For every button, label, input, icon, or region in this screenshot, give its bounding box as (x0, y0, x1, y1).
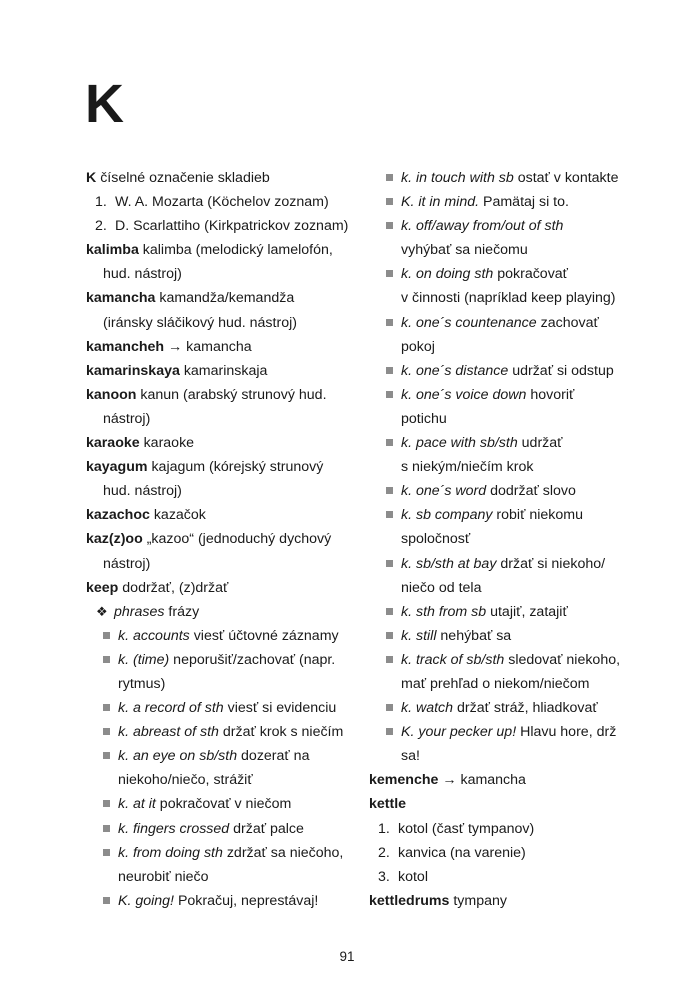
phrase-item (369, 479, 637, 503)
definition: tympany (449, 892, 507, 909)
square-bullet-icon (103, 800, 110, 807)
phrase: k. at it (118, 796, 156, 813)
phrase: k. track of sb/sth (401, 651, 505, 668)
phrase-translation: Pokračuj, neprestávaj! (174, 892, 319, 909)
phrase: k. one´s distance (401, 362, 509, 379)
phrase-translation: držať si niekoho/ (496, 555, 606, 572)
phrase-item (369, 624, 637, 648)
headword: karaoke (86, 435, 140, 452)
phrase-translation: pokračovať (493, 266, 569, 283)
square-bullet-icon (386, 560, 393, 567)
square-bullet-icon (386, 704, 393, 711)
definition: „kazoo“ (jednoduchý dychový (142, 531, 332, 548)
entry-kazoo (86, 527, 358, 551)
phrase-translation: utajiť, zatajiť (486, 603, 568, 620)
phrase: k. one´s voice down (401, 386, 527, 403)
phrase: k. sb/sth at bay (401, 555, 497, 572)
phrases-label: phrases (114, 603, 165, 620)
left-column (86, 166, 358, 913)
numbered-item (86, 190, 358, 214)
phrase-translation: viesť účtovné záznamy (189, 627, 339, 644)
right-column (369, 166, 637, 913)
headword: keep (86, 579, 119, 596)
phrase-translation: dodržať slovo (486, 483, 576, 500)
phrase: k. still (401, 627, 437, 644)
phrase-translation: Hlavu hore, drž (516, 724, 617, 741)
square-bullet-icon (386, 656, 393, 663)
headword: kayagum (86, 459, 148, 476)
item-number: 1. (95, 194, 107, 211)
phrase-translation: udržať si odstup (508, 362, 614, 379)
definition: kanun (arabský strunový hud. (136, 386, 327, 403)
phrase-continuation: v činnosti (napríklad keep playing) (401, 290, 616, 307)
headword: kamarinskaya (86, 362, 180, 379)
square-bullet-icon (386, 632, 393, 639)
phrase-item (369, 431, 637, 455)
phrase-item (86, 624, 358, 648)
phrase-translation: viesť si evidenciu (223, 700, 337, 717)
phrase-item (369, 600, 637, 624)
square-bullet-icon (386, 319, 393, 326)
definition-continuation: hud. nástroj) (103, 266, 182, 283)
square-bullet-icon (386, 608, 393, 615)
phrase-continuation: s niekým/niečím krok (401, 459, 534, 476)
phrase: k. one´s countenance (401, 314, 537, 331)
square-bullet-icon (386, 198, 393, 205)
item-text: kanvica (na varenie) (398, 844, 526, 861)
phrase-translation: dozerať na (237, 748, 310, 765)
phrase-continuation: niekoho/niečo, strážiť (118, 772, 253, 789)
entry-kemenche (369, 768, 637, 792)
headword: kalimba (86, 242, 139, 259)
phrase-translation: robiť niekomu (492, 507, 583, 524)
headword: kamancha (86, 290, 156, 307)
phrase-item (86, 744, 358, 768)
phrase-item (86, 696, 358, 720)
phrase: k. on doing sth (401, 266, 494, 283)
phrase-translation: pokračovať v niečom (155, 796, 292, 813)
definition: → kamancha (164, 338, 252, 355)
phrase: k. fingers crossed (118, 820, 230, 837)
phrase-continuation: sa! (401, 748, 420, 765)
phrase: k. pace with sb/sth (401, 435, 518, 452)
definition: číselné označenie skladieb (96, 170, 270, 186)
headword: kaz(z)oo (86, 531, 143, 548)
phrase-item (86, 889, 358, 913)
entry-kettledrums (369, 889, 637, 913)
phrase: k. watch (401, 700, 454, 717)
definition: dodržať, (z)držať (118, 579, 229, 596)
square-bullet-icon (386, 487, 393, 494)
entry-keep (86, 576, 358, 600)
phrase-item (86, 817, 358, 841)
phrase-translation: ostať v kontakte (513, 170, 619, 186)
phrase-continuation: niečo od tela (401, 579, 482, 596)
phrase-item (369, 359, 637, 383)
entry-karaoke (86, 431, 358, 455)
phrase-item (369, 696, 637, 720)
phrase-translation: držať palce (229, 820, 304, 837)
phrase-translation: hovoriť (526, 386, 575, 403)
square-bullet-icon (386, 174, 393, 181)
phrase-continuation: potichu (401, 410, 447, 427)
square-bullet-icon (386, 728, 393, 735)
numbered-item (369, 865, 637, 889)
definition-continuation: (iránsky sláčikový hud. nástroj) (103, 314, 297, 331)
phrase: K. your pecker up! (401, 724, 517, 741)
item-text: kotol (časť tympanov) (398, 820, 535, 837)
headword: K (86, 170, 97, 186)
square-bullet-icon (103, 752, 110, 759)
entry-kettle (369, 792, 637, 816)
phrase-item (86, 841, 358, 865)
phrase: k. from doing sth (118, 844, 223, 861)
headword: kamancheh (86, 338, 165, 355)
phrase: k. sb company (401, 507, 493, 524)
phrases-translation: frázy (164, 603, 200, 620)
definition: kamarinskaja (179, 362, 268, 379)
phrase-item (369, 311, 637, 335)
item-text: W. A. Mozarta (Köchelov zoznam) (115, 194, 329, 211)
item-text: D. Scarlattiho (Kirkpatrickov zoznam) (115, 218, 349, 235)
entry-k (86, 166, 358, 190)
square-bullet-icon (386, 511, 393, 518)
entry-kanoon (86, 383, 358, 407)
headword: kanoon (86, 386, 137, 403)
item-text: kotol (398, 868, 428, 885)
definition: kamandža/kemandža (155, 290, 295, 307)
phrase-translation: držať krok s niečím (218, 724, 344, 741)
phrase-translation: držať stráž, hliadkovať (453, 700, 598, 717)
definition: → kamancha (438, 772, 526, 789)
phrase: k. (time) (118, 651, 170, 668)
square-bullet-icon (103, 632, 110, 639)
item-number: 3. (378, 868, 390, 885)
square-bullet-icon (103, 849, 110, 856)
square-bullet-icon (103, 728, 110, 735)
numbered-item (369, 817, 637, 841)
definition: kazačok (149, 507, 206, 524)
phrase-item (369, 383, 637, 407)
entry-kayagum (86, 455, 358, 479)
square-bullet-icon (386, 367, 393, 374)
phrase: k. in touch with sb (401, 170, 514, 186)
entry-kamancha (86, 286, 358, 310)
phrase-translation: zachovať (536, 314, 599, 331)
headword: kemenche (369, 772, 439, 789)
phrase: k. off/away from/out of sth (401, 218, 564, 235)
square-bullet-icon (386, 270, 393, 277)
definition-continuation: nástroj) (103, 410, 151, 427)
phrase: k. an eye on sb/sth (118, 748, 238, 765)
phrase-translation: Pamätaj si to. (479, 194, 569, 211)
phrase-continuation: mať prehľad o niekom/niečom (401, 675, 590, 692)
numbered-item (369, 841, 637, 865)
item-number: 2. (378, 844, 390, 861)
phrase-continuation: spoločnosť (401, 531, 471, 548)
phrase: k. a record of sth (118, 700, 224, 717)
phrase: k. sth from sb (401, 603, 487, 620)
phrase-item (369, 503, 637, 527)
phrase-translation: zdržať sa niečoho, (222, 844, 344, 861)
page-number: 91 (339, 949, 355, 964)
phrase-item (369, 166, 637, 190)
phrase: k. one´s word (401, 483, 487, 500)
definition-continuation: hud. nástroj) (103, 483, 182, 500)
square-bullet-icon (103, 704, 110, 711)
phrase: k. accounts (118, 627, 190, 644)
phrase: k. abreast of sth (118, 724, 219, 741)
phrase-translation: udržať (517, 435, 563, 452)
definition: kalimba (melodický lamelofón, (138, 242, 333, 259)
phrase-item (86, 648, 358, 672)
square-bullet-icon (103, 897, 110, 904)
phrase-item (369, 262, 637, 286)
diamond-bullet-icon: ❖ (96, 603, 108, 619)
phrases-subheading (86, 600, 358, 624)
headword: kettledrums (369, 892, 450, 909)
phrase-item (369, 214, 637, 238)
phrase-continuation: neurobiť niečo (118, 868, 209, 885)
square-bullet-icon (103, 825, 110, 832)
phrase-translation: nehýbať sa (436, 627, 512, 644)
numbered-item (86, 214, 358, 238)
headword: kettle (369, 796, 407, 813)
square-bullet-icon (386, 222, 393, 229)
phrase-item (86, 792, 358, 816)
item-number: 2. (95, 218, 107, 235)
phrase-continuation: rytmus) (118, 675, 166, 692)
phrase-continuation: vyhýbať sa niečomu (401, 242, 528, 259)
square-bullet-icon (103, 656, 110, 663)
definition: karaoke (139, 435, 195, 452)
phrase-continuation: pokoj (401, 338, 435, 355)
phrase-translation: sledovať niekoho, (504, 651, 621, 668)
phrase-translation: neporušiť/zachovať (napr. (169, 651, 336, 668)
square-bullet-icon (386, 439, 393, 446)
phrase-item (86, 720, 358, 744)
definition: kajagum (kórejský strunový (147, 459, 324, 476)
section-letter-heading: K (85, 74, 124, 134)
item-number: 1. (378, 820, 390, 837)
phrase-item (369, 190, 637, 214)
phrase-item (369, 552, 637, 576)
phrase: K. it in mind. (401, 194, 480, 211)
headword: kazachoc (86, 507, 150, 524)
phrase-item (369, 648, 637, 672)
square-bullet-icon (386, 391, 393, 398)
entry-kazachoc (86, 503, 358, 527)
phrase-item (369, 720, 637, 744)
phrase: K. going! (118, 892, 175, 909)
entry-kamarinskaya (86, 359, 358, 383)
entry-kamancheh (86, 335, 358, 359)
definition-continuation: nástroj) (103, 555, 151, 572)
entry-kalimba (86, 238, 358, 262)
